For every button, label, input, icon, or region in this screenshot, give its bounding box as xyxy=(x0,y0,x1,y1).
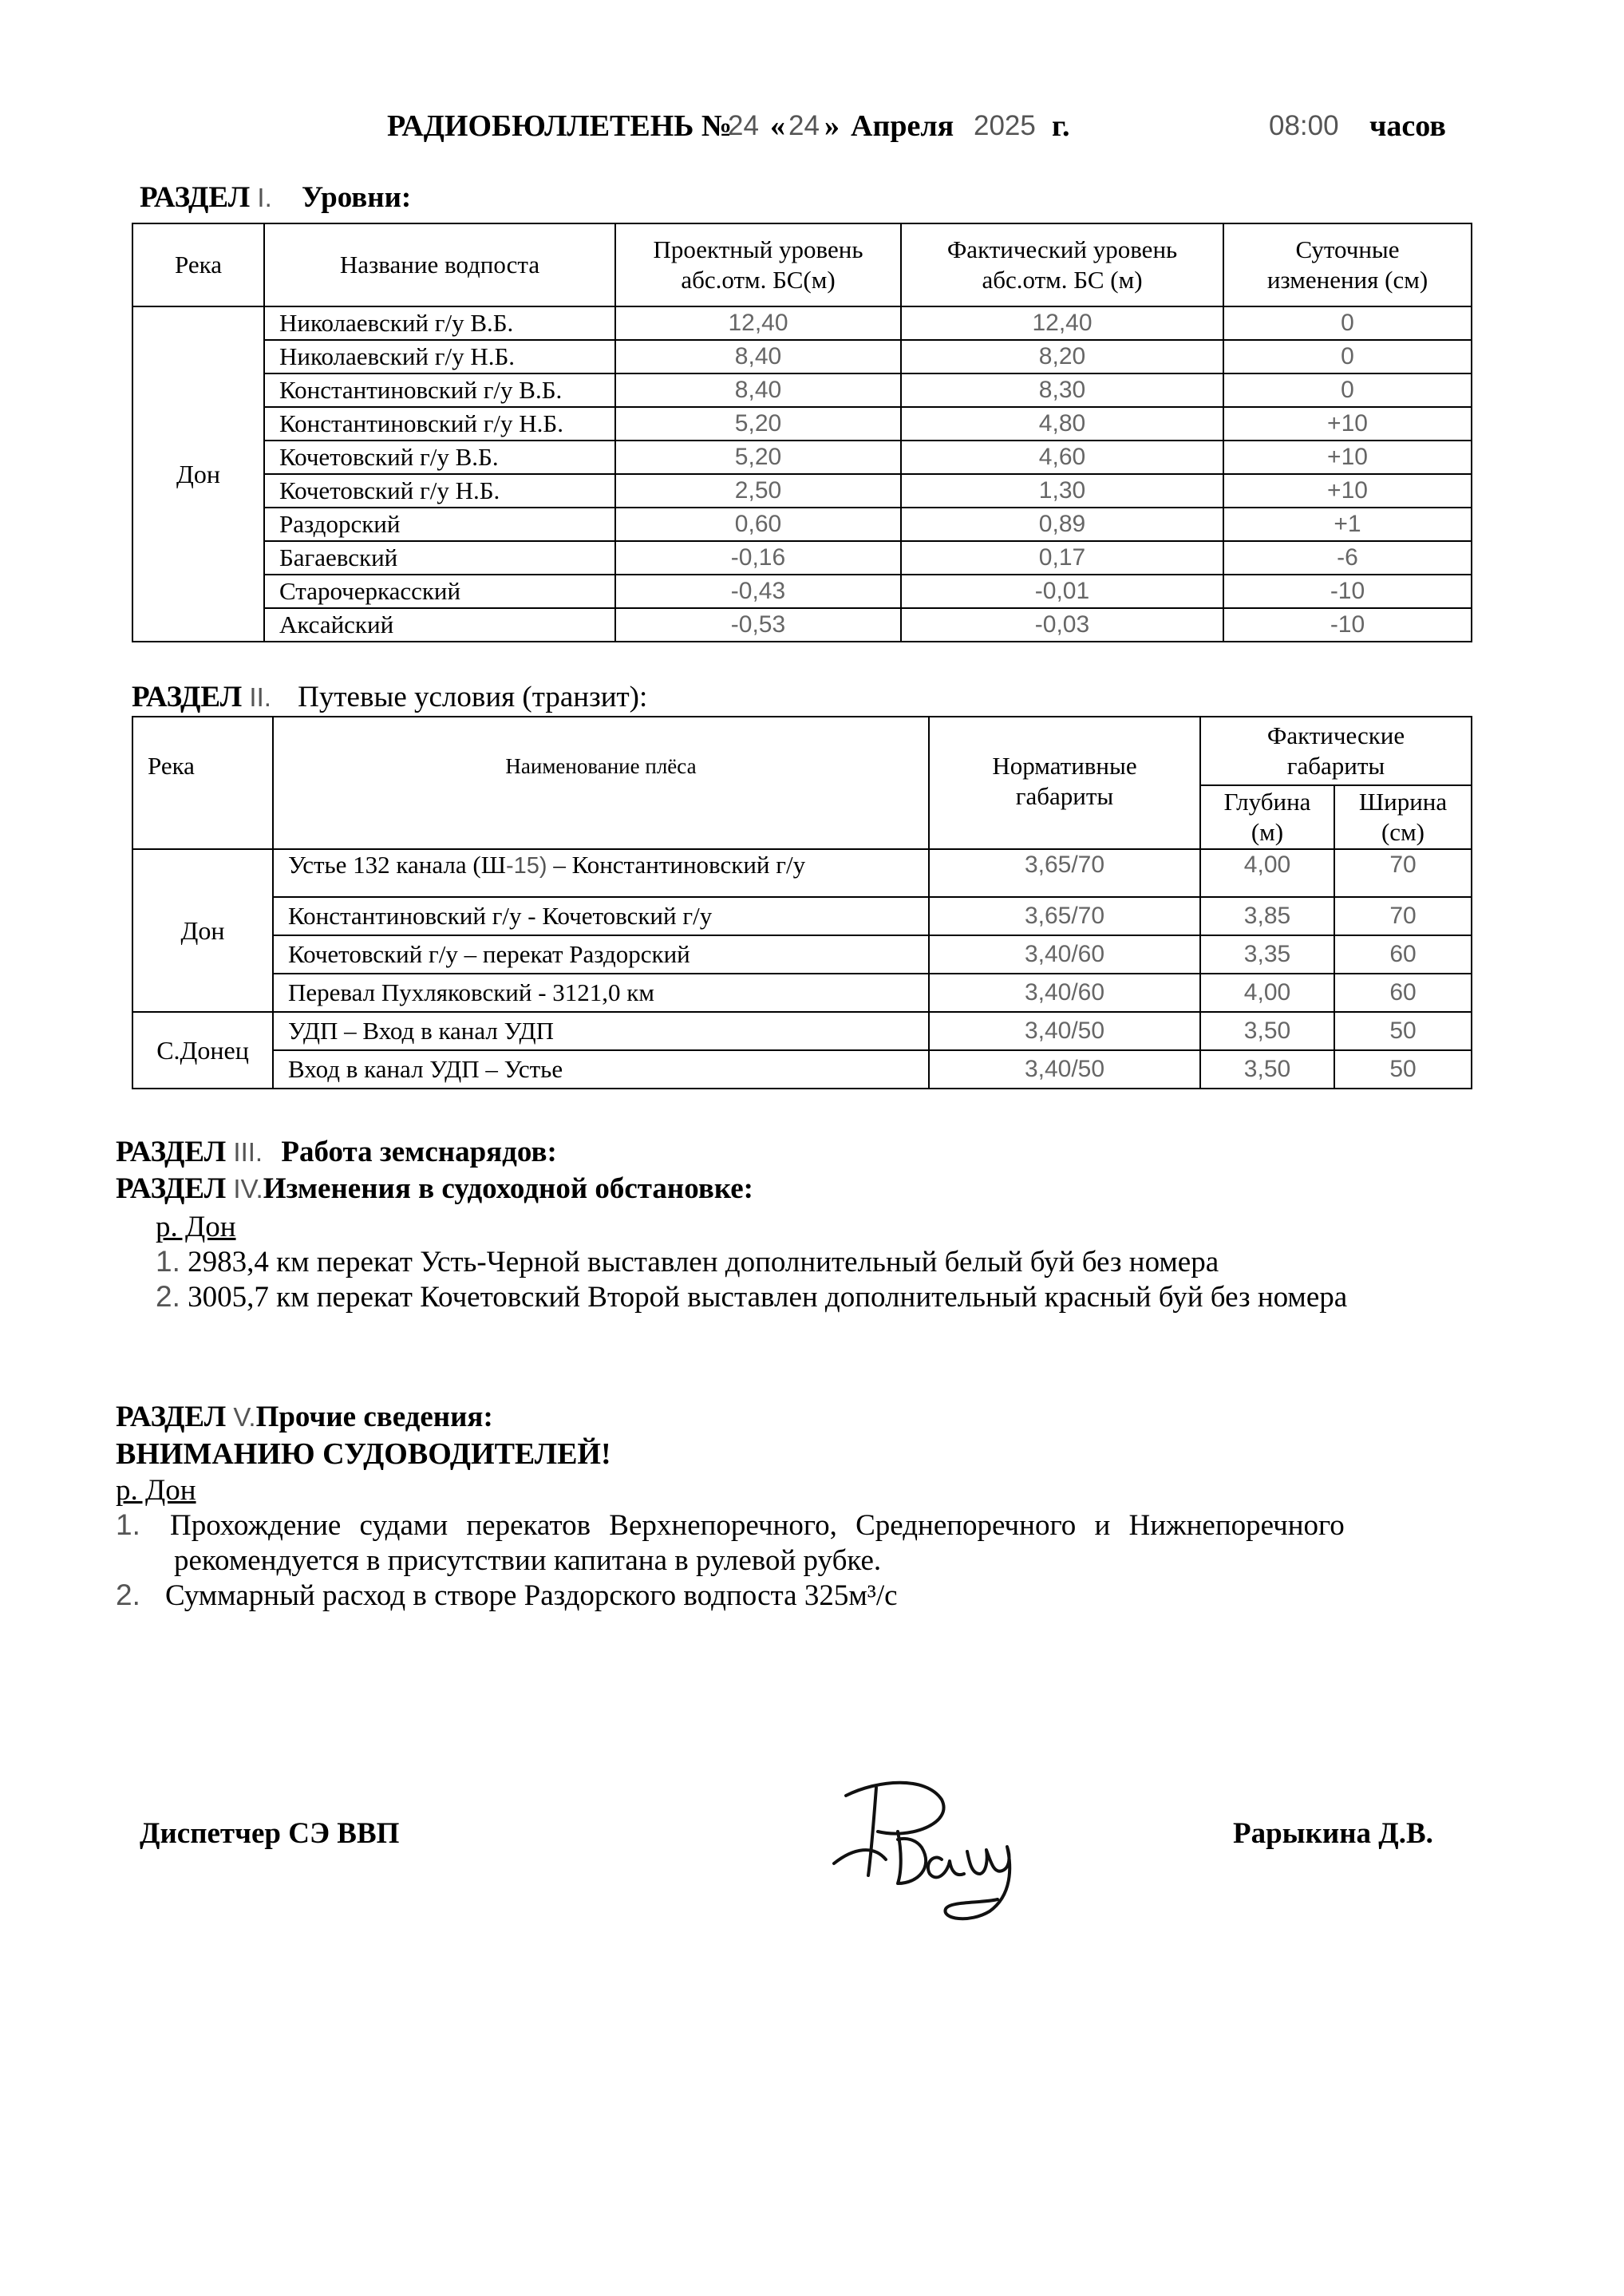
norm-dimensions: 3,40/60 xyxy=(929,935,1200,974)
actual-level: -0,01 xyxy=(901,575,1223,608)
table-row xyxy=(132,935,1472,974)
post-name: Кочетовский г/у В.Б. xyxy=(264,441,615,474)
table-row xyxy=(132,541,1472,575)
design-level: 5,20 xyxy=(615,441,901,474)
section4-title: Изменения в судоходной обстановке: xyxy=(263,1172,753,1205)
daily-change: +10 xyxy=(1223,407,1472,441)
daily-change: -10 xyxy=(1223,608,1472,642)
section3-label: РАЗДЕЛ xyxy=(116,1136,227,1168)
route-header-row xyxy=(132,717,1472,785)
table-row xyxy=(132,575,1472,608)
section1-title: Уровни: xyxy=(302,181,412,214)
norm-dimensions: 3,65/70 xyxy=(929,897,1200,935)
section4-river: р. Дон xyxy=(156,1211,236,1243)
section2-roman: II. xyxy=(249,682,271,712)
bulletin-year: 2025 xyxy=(974,110,1036,141)
design-level: -0,53 xyxy=(615,608,901,642)
norm-dimensions: 3,40/60 xyxy=(929,974,1200,1012)
section3-roman: III. xyxy=(233,1137,263,1167)
dispatcher-title: Диспетчер СЭ ВВП xyxy=(140,1817,400,1850)
design-level: 8,40 xyxy=(615,340,901,373)
table-row xyxy=(132,974,1472,1012)
section5-item-1: 1. Прохождение судами перекатов Верхнепоречного, Среднепоречного и Нижнепоречного xyxy=(116,1508,1345,1542)
table-row xyxy=(132,340,1472,373)
design-level: 5,20 xyxy=(615,407,901,441)
header-post: Название водпоста xyxy=(264,223,615,306)
daily-change: +10 xyxy=(1223,441,1472,474)
norm-dimensions: 3,65/70 xyxy=(929,849,1200,897)
daily-change: +10 xyxy=(1223,474,1472,508)
section5-item-2: 2. Суммарный расход в створе Раздорского водпоста 325м³/с xyxy=(116,1579,898,1612)
daily-change: -10 xyxy=(1223,575,1472,608)
daily-change: +1 xyxy=(1223,508,1472,541)
section2-label: РАЗДЕЛ xyxy=(132,681,243,713)
bulletin-number: 24 xyxy=(728,110,759,141)
norm-dimensions: 3,40/50 xyxy=(929,1050,1200,1089)
section5-heading xyxy=(116,1400,493,1434)
fact-depth: 4,00 xyxy=(1200,974,1334,1012)
levels-header-row xyxy=(132,223,1472,306)
table-row xyxy=(132,306,1472,340)
design-level: -0,43 xyxy=(615,575,901,608)
bulletin-time: 08:00 xyxy=(1269,110,1339,141)
actual-level: 8,20 xyxy=(901,340,1223,373)
river-cell: Дон xyxy=(132,849,273,1012)
header-actual-level: Фактический уровень абс.отм. БС (м) xyxy=(901,223,1223,306)
reach-name: Устье 132 канала (Ш-15) – Константиновский г/у xyxy=(273,849,929,897)
table-row xyxy=(132,849,1472,897)
daily-change: -6 xyxy=(1223,541,1472,575)
bulletin-month: Апреля xyxy=(851,109,954,143)
signature xyxy=(822,1764,1077,1931)
date-open: « xyxy=(770,109,785,143)
title-prefix: РАДИОБЮЛЛЕТЕНЬ № xyxy=(387,109,733,143)
reach-name: Константиновский г/у - Кочетовский г/у xyxy=(273,897,929,935)
section4-item-2: 2. 3005,7 км перекат Кочетовский Второй выставлен дополнительный красный буй без номера xyxy=(156,1280,1348,1314)
date-close: » xyxy=(824,109,840,143)
dispatcher-name: Рарыкина Д.В. xyxy=(1233,1817,1433,1850)
fact-depth: 3,50 xyxy=(1200,1012,1334,1050)
daily-change: 0 xyxy=(1223,306,1472,340)
section4-label: РАЗДЕЛ xyxy=(116,1172,227,1205)
section2-heading xyxy=(132,680,647,714)
bulletin-day: 24 xyxy=(788,110,820,141)
actual-level: 1,30 xyxy=(901,474,1223,508)
fact-width: 70 xyxy=(1334,897,1472,935)
year-suffix: г. xyxy=(1052,109,1070,143)
post-name: Раздорский xyxy=(264,508,615,541)
section5-title: Прочие сведения: xyxy=(255,1401,493,1433)
section5-river: р. Дон xyxy=(116,1474,196,1507)
design-level: 0,60 xyxy=(615,508,901,541)
reach-name: Вход в канал УДП – Устье xyxy=(273,1050,929,1089)
post-name: Кочетовский г/у Н.Б. xyxy=(264,474,615,508)
fact-depth: 4,00 xyxy=(1200,849,1334,897)
header-reach: Наименование плёса xyxy=(273,717,929,849)
design-level: 12,40 xyxy=(615,306,901,340)
fact-width: 60 xyxy=(1334,974,1472,1012)
section4-heading xyxy=(116,1172,753,1206)
section1-label: РАЗДЕЛ xyxy=(140,181,251,214)
actual-level: -0,03 xyxy=(901,608,1223,642)
table-row xyxy=(132,508,1472,541)
post-name: Николаевский г/у В.Б. xyxy=(264,306,615,340)
daily-change: 0 xyxy=(1223,373,1472,407)
actual-level: 8,30 xyxy=(901,373,1223,407)
bulletin-title xyxy=(0,105,1624,153)
river-cell: Дон xyxy=(132,306,264,642)
post-name: Старочеркасский xyxy=(264,575,615,608)
reach-name: УДП – Вход в канал УДП xyxy=(273,1012,929,1050)
design-level: -0,16 xyxy=(615,541,901,575)
time-suffix: часов xyxy=(1369,109,1446,143)
actual-level: 0,17 xyxy=(901,541,1223,575)
design-level: 8,40 xyxy=(615,373,901,407)
section5-roman: V. xyxy=(233,1402,256,1432)
section1-heading xyxy=(140,180,411,215)
norm-dimensions: 3,40/50 xyxy=(929,1012,1200,1050)
reach-name: Кочетовский г/у – перекат Раздорский xyxy=(273,935,929,974)
daily-change: 0 xyxy=(1223,340,1472,373)
header-river: Река xyxy=(132,717,273,849)
header-depth: Глубина (м) xyxy=(1200,785,1334,849)
attention-heading: ВНИМАНИЮ СУДОВОДИТЕЛЕЙ! xyxy=(116,1437,611,1471)
levels-table xyxy=(132,223,1472,642)
post-name: Багаевский xyxy=(264,541,615,575)
table-row xyxy=(132,474,1472,508)
table-row xyxy=(132,608,1472,642)
table-row xyxy=(132,441,1472,474)
actual-level: 12,40 xyxy=(901,306,1223,340)
post-name: Константиновский г/у Н.Б. xyxy=(264,407,615,441)
section3-heading xyxy=(116,1135,557,1169)
section5-label: РАЗДЕЛ xyxy=(116,1401,227,1433)
section4-item-1: 1. 2983,4 км перекат Усть-Черной выставлен дополнительный белый буй без номера xyxy=(156,1245,1219,1278)
route-conditions-table xyxy=(132,716,1472,1089)
section2-title: Путевые условия (транзит): xyxy=(298,681,648,713)
actual-level: 4,60 xyxy=(901,441,1223,474)
fact-width: 50 xyxy=(1334,1050,1472,1089)
fact-depth: 3,50 xyxy=(1200,1050,1334,1089)
header-norm-dimensions: Нормативные габариты xyxy=(929,717,1200,849)
fact-depth: 3,35 xyxy=(1200,935,1334,974)
header-daily-change: Суточные изменения (см) xyxy=(1223,223,1472,306)
section4-roman: IV. xyxy=(233,1174,263,1203)
river-cell: С.Донец xyxy=(132,1012,273,1089)
table-row xyxy=(132,373,1472,407)
header-river: Река xyxy=(132,223,264,306)
fact-depth: 3,85 xyxy=(1200,897,1334,935)
post-name: Аксайский xyxy=(264,608,615,642)
header-design-level: Проектный уровень абс.отм. БС(м) xyxy=(615,223,901,306)
header-width: Ширина (см) xyxy=(1334,785,1472,849)
fact-width: 70 xyxy=(1334,849,1472,897)
table-row xyxy=(132,407,1472,441)
table-row xyxy=(132,1050,1472,1089)
post-name: Константиновский г/у В.Б. xyxy=(264,373,615,407)
section3-title: Работа земснарядов: xyxy=(281,1136,557,1168)
actual-level: 0,89 xyxy=(901,508,1223,541)
section5-item-1-cont: рекомендуется в присутствии капитана в рулевой рубке. xyxy=(174,1544,882,1577)
design-level: 2,50 xyxy=(615,474,901,508)
post-name: Николаевский г/у Н.Б. xyxy=(264,340,615,373)
table-row xyxy=(132,1012,1472,1050)
actual-level: 4,80 xyxy=(901,407,1223,441)
fact-width: 50 xyxy=(1334,1012,1472,1050)
section1-roman: I. xyxy=(257,183,272,212)
fact-width: 60 xyxy=(1334,935,1472,974)
header-fact-dimensions: Фактические габариты xyxy=(1200,717,1472,785)
table-row xyxy=(132,897,1472,935)
reach-name: Перевал Пухляковский - 3121,0 км xyxy=(273,974,929,1012)
